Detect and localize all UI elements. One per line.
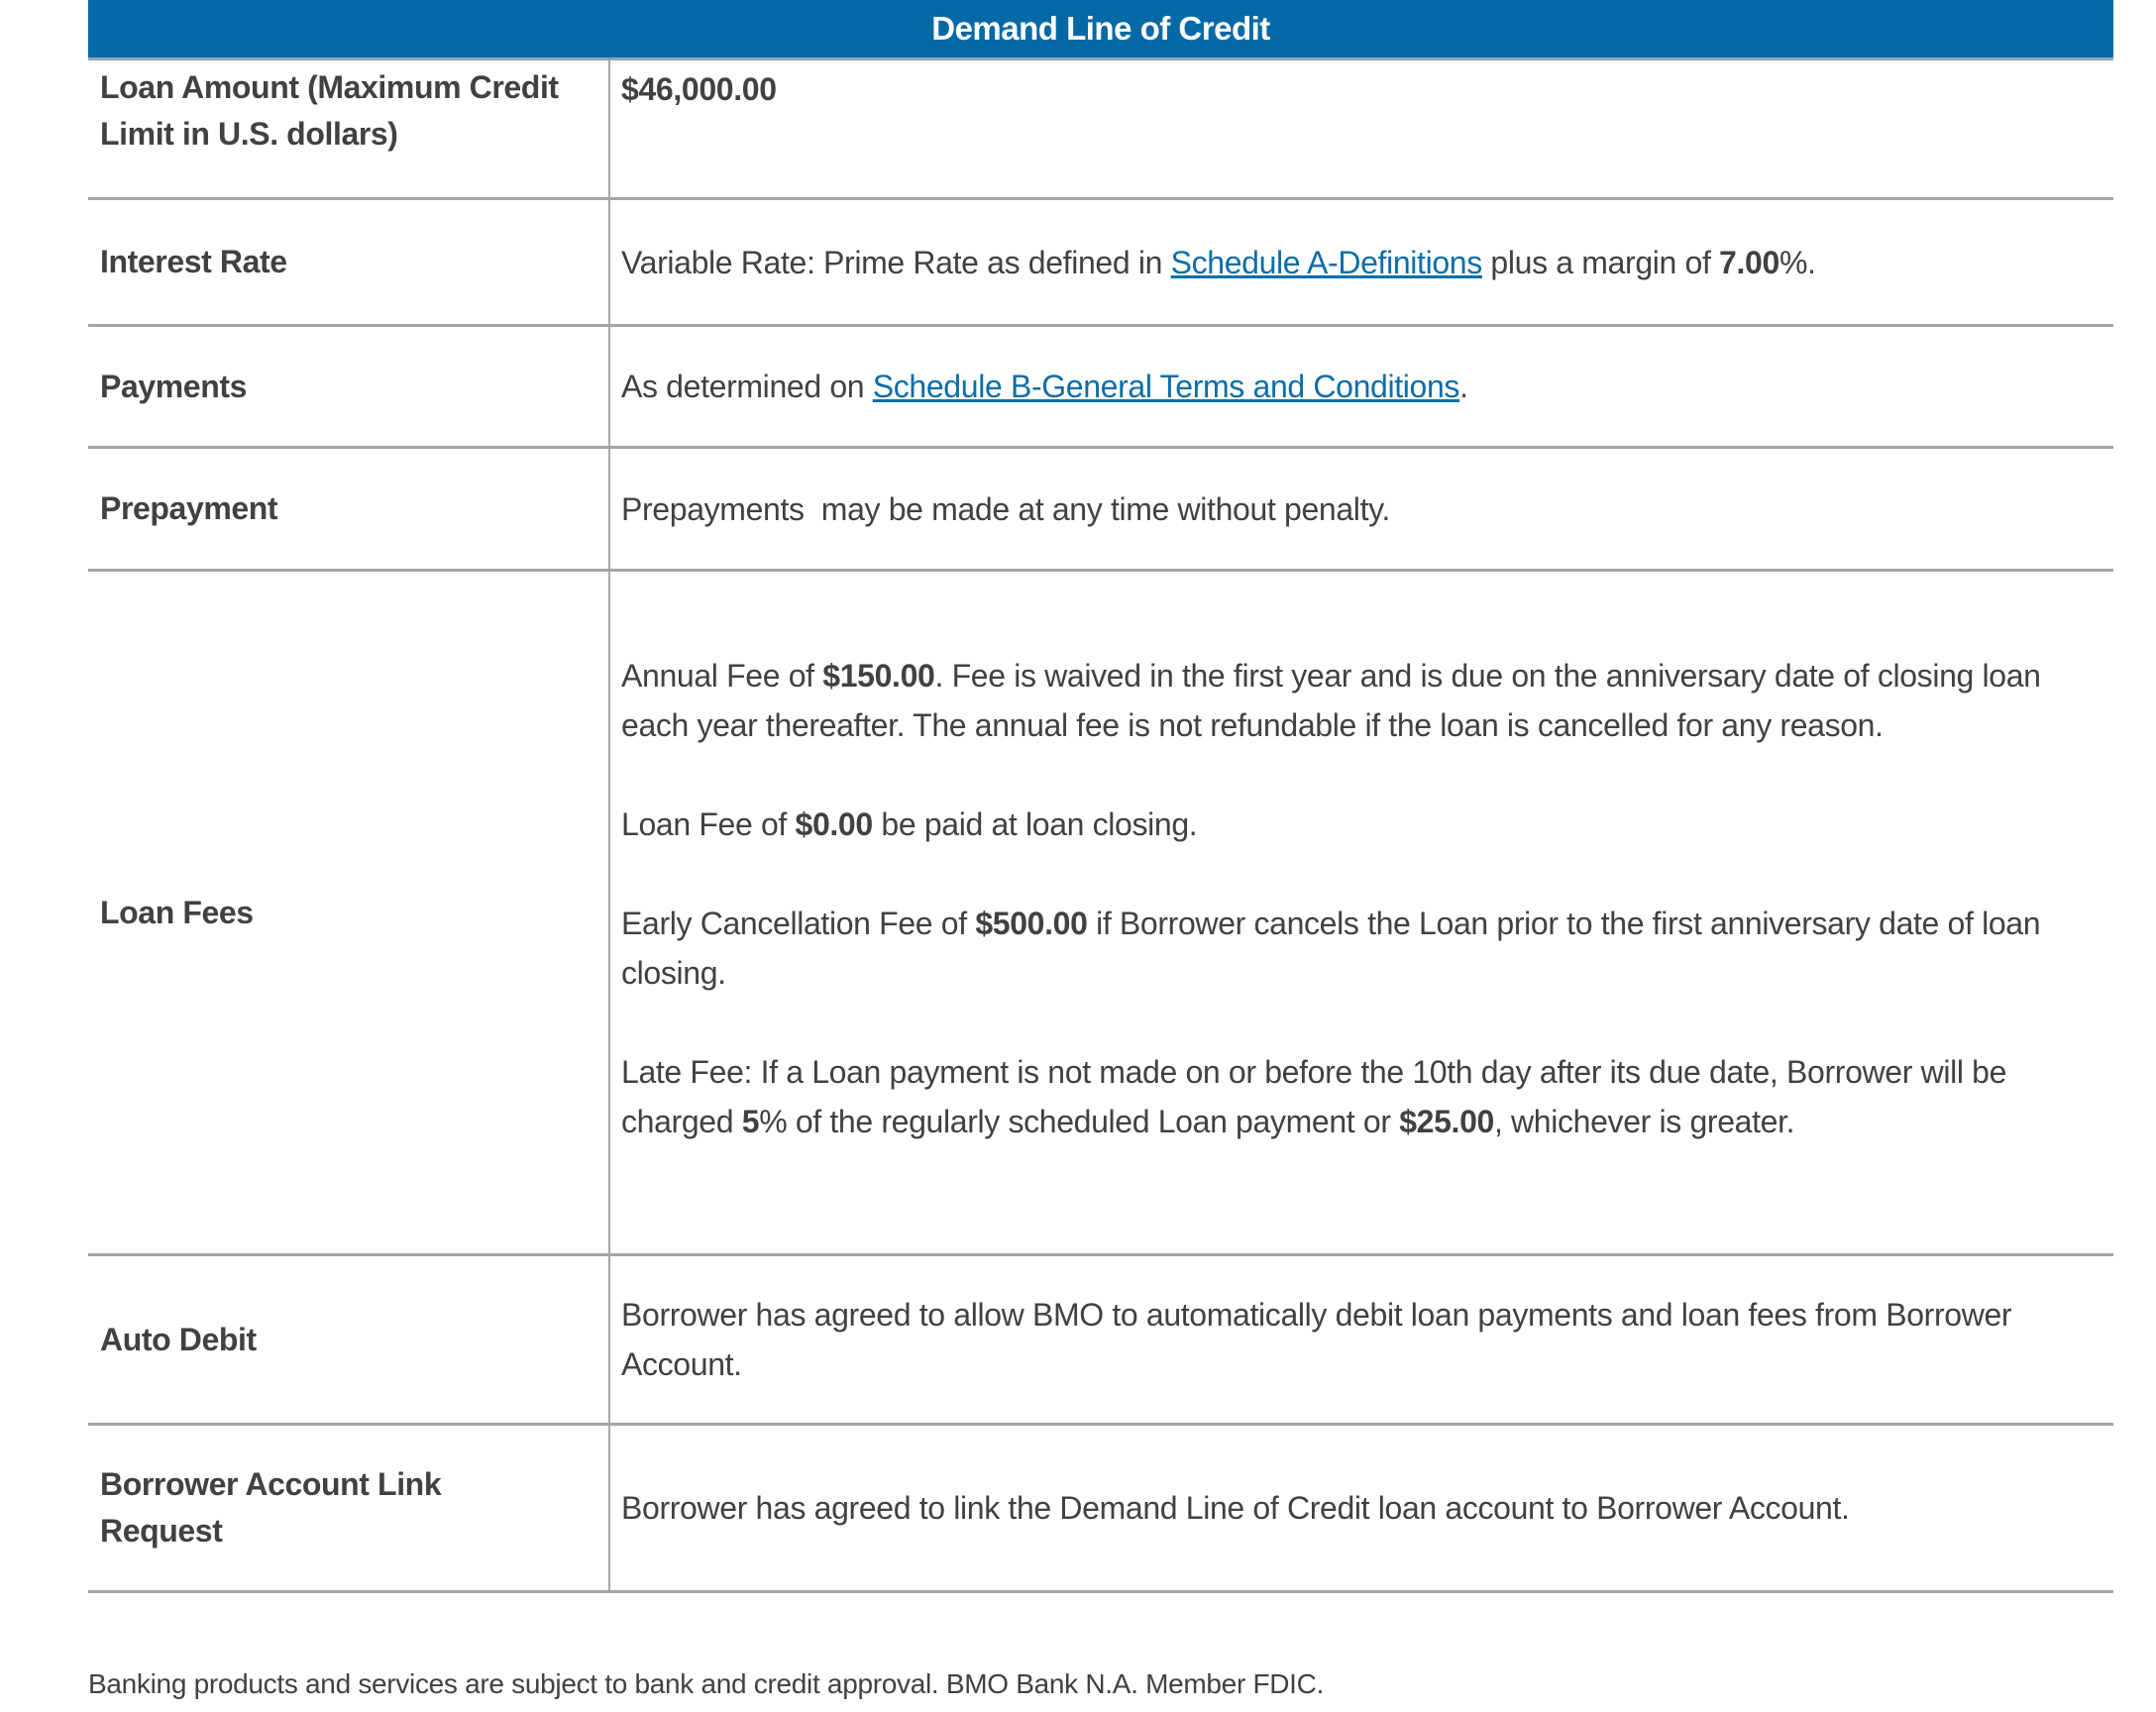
table-title: Demand Line of Credit [931,10,1270,47]
table-row-payments [88,327,2113,449]
row-label: Loan Fees [88,572,610,1253]
text-fragment: . Fee is waived in the first year and is due on the anniversary date of closing loan each year thereafter. The annual fee is not refundable if the loan is cancelled for any reason. [621,658,2041,743]
table-row-auto-debit [88,1256,2113,1426]
text-fragment: if Borrower cancels the Loan prior to the first anniversary date of loan closing. [621,906,2041,991]
row-value [610,60,2113,197]
row-value [610,200,2113,324]
loan-fee-value: $0.00 [795,806,873,842]
margin-rate-value: 7.00 [1719,244,1779,280]
schedule-b-terms-link[interactable]: Schedule B-General Terms and Conditions [872,369,1460,404]
text-fragment: , whichever is greater. [1493,1104,1795,1139]
late-fee-paragraph [621,1047,2100,1146]
text-fragment: Loan Fee of [621,806,796,842]
text-fragment: plus a margin of [1481,244,1720,280]
table-row-prepayment [88,449,2113,572]
row-value [610,1426,2113,1590]
row-label: Payments [88,327,610,446]
text-fragment: Annual Fee of [621,658,823,694]
loan-fee-paragraph [621,800,2100,849]
text-fragment: Variable Rate: Prime Rate as defined in [621,244,1171,280]
row-label: Loan Amount (Maximum Credit Limit in U.S. dollars) [88,60,610,197]
row-value [610,1256,2113,1423]
table-row-loan-fees [88,572,2113,1256]
table-row-loan-amount [88,60,2113,200]
account-link-text: Borrower has agreed to link the Demand Line of Credit loan account to Borrower Account. [621,1490,1850,1526]
row-label: Borrower Account Link Request [88,1426,610,1590]
loan-terms-table [88,0,2113,1593]
schedule-a-definitions-link[interactable]: Schedule A-Definitions [1170,244,1482,280]
annual-fee-value: $150.00 [822,658,935,694]
text-fragment: Late Fee: If a Loan payment is not made on or before the 10th day after its due date, Borrower will be charged [621,1054,2007,1139]
row-value [610,449,2113,569]
text-fragment: %. [1779,244,1816,280]
annual-fee-paragraph [621,651,2100,750]
late-fee-min-value: $25.00 [1399,1104,1494,1139]
text-fragment: be paid at loan closing. [872,806,1198,842]
row-label: Interest Rate [88,200,610,324]
footer-disclaimer: Banking products and services are subject to bank and credit approval. BMO Bank N.A. Member FDIC. [88,1668,1325,1699]
early-cancellation-fee-value: $500.00 [975,906,1088,941]
table-row-account-link [88,1426,2113,1593]
text-fragment: % of the regularly scheduled Loan payment or [759,1104,1400,1139]
row-label: Auto Debit [88,1256,610,1423]
auto-debit-text: Borrower has agreed to allow BMO to automatically debit loan payments and loan fees from Borrower Account. [621,1297,2012,1382]
text-fragment: . [1459,369,1468,404]
row-value [610,572,2113,1253]
table-row-interest-rate [88,200,2113,327]
table-header [88,0,2113,60]
text-fragment: Early Cancellation Fee of [621,906,976,941]
loan-amount-value: $46,000.00 [621,71,777,107]
late-fee-percent-value: 5 [741,1104,760,1139]
row-value [610,327,2113,446]
prepayment-text: Prepayments may be made at any time without penalty. [621,490,1390,527]
row-label: Prepayment [88,449,610,569]
early-cancellation-paragraph [621,899,2100,998]
text-fragment: As determined on [621,369,873,404]
